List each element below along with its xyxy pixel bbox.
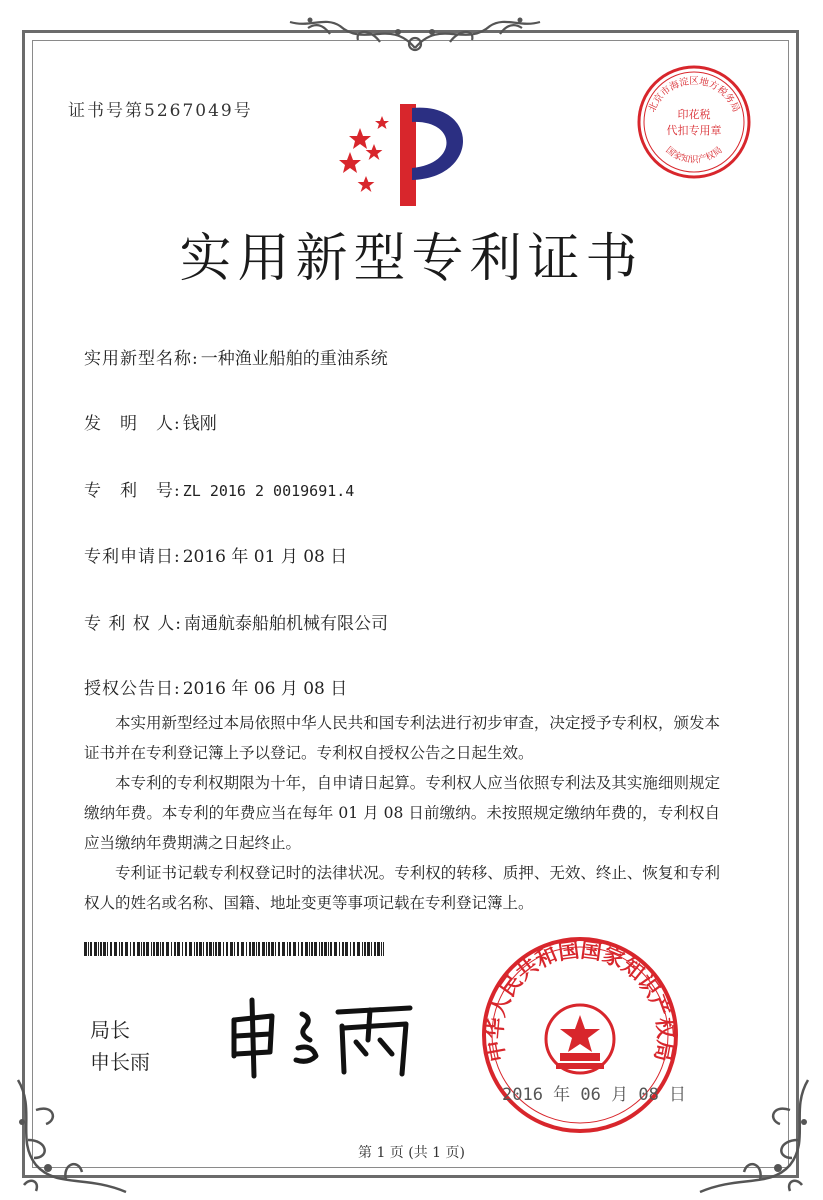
field-inventor-label: 发 明 人: xyxy=(84,414,181,434)
bottom-left-ornament xyxy=(6,1070,136,1200)
bottom-right-ornament xyxy=(690,1070,820,1200)
certificate-number-value: 5267049 xyxy=(144,101,234,121)
certificate-number-suffix: 号 xyxy=(233,101,253,121)
field-model-name-label: 实用新型名称: xyxy=(84,349,199,369)
certificate-number-label: 证书号第 xyxy=(68,101,144,121)
field-patent-number xyxy=(84,476,354,501)
field-patent-number-value: ZL 2016 2 0019691.4 xyxy=(182,482,355,500)
official-seal xyxy=(480,935,680,1135)
top-ornament xyxy=(270,8,560,58)
field-filing-date-value: 2016 年 01 月 08 日 xyxy=(182,547,348,567)
body-paragraph-2: 本专利的专利权期限为十年，自申请日起算。专利权人应当依照专利法及其实施细则规定缴纳年费。本专利的年费应当在每年 01 月 08 日前缴纳。未按照规定缴纳年费的，专利权自应当缴纳年费期满之日起终止。 xyxy=(84,774,720,852)
field-inventor xyxy=(84,409,217,434)
body-paragraph-3: 专利证书记载专利权登记时的法律状况。专利权的转移、质押、无效、终止、恢复和专利权人的姓名或名称、国籍、地址变更等事项记载在专利登记簿上。 xyxy=(84,864,720,912)
official-seal-date: 2016 年 06 月 08 日 xyxy=(502,1085,687,1105)
page-number: 第 1 页 (共 1 页) xyxy=(358,1145,465,1161)
officer-title: 局长 xyxy=(90,1018,130,1042)
barcode xyxy=(84,942,384,956)
tax-stamp-seal xyxy=(634,62,754,182)
field-filing-date-label: 专利申请日: xyxy=(84,547,181,567)
tax-seal-bottom-text: 国家知识产权局 xyxy=(663,145,725,166)
field-patentee xyxy=(84,609,388,634)
certificate-body xyxy=(84,708,720,918)
tax-seal-line1: 印花税 xyxy=(677,108,711,121)
field-patentee-label: 专 利 权 人: xyxy=(84,614,182,634)
field-patentee-value: 南通航泰船舶机械有限公司 xyxy=(183,614,388,634)
body-paragraph-1: 本实用新型经过本局依照中华人民共和国专利法进行初步审查，决定授予专利权，颁发本证书并在专利登记簿上予以登记。专利权自授权公告之日起生效。 xyxy=(84,714,720,762)
tax-seal-line2: 代扣专用章 xyxy=(666,124,722,137)
certificate-title: 实用新型专利证书 xyxy=(179,229,644,289)
field-filing-date xyxy=(84,542,347,567)
official-seal-text: 中华人民共和国国家知识产权局 xyxy=(482,937,678,1064)
field-model-name xyxy=(84,344,388,369)
svg-text:国家知识产权局 xyxy=(663,145,724,166)
field-grant-date-label: 授权公告日: xyxy=(84,679,181,699)
certificate-number xyxy=(68,96,253,121)
patent-office-logo xyxy=(330,98,490,208)
tax-seal-outer-text: 北京市海淀区地方税务局 xyxy=(646,76,742,114)
field-patent-number-label: 专 利 号: xyxy=(84,481,181,501)
svg-text:中华人民共和国国家知识产权局 xyxy=(482,938,677,1064)
field-model-name-value: 一种渔业船舶的重油系统 xyxy=(200,349,388,369)
national-emblem-icon xyxy=(546,1005,614,1073)
field-grant-date-value: 2016 年 06 月 08 日 xyxy=(182,679,348,699)
field-inventor-value: 钱刚 xyxy=(182,414,217,434)
officer-name: 申长雨 xyxy=(90,1050,150,1074)
field-grant-date xyxy=(84,674,347,699)
officer-signature xyxy=(220,990,420,1080)
